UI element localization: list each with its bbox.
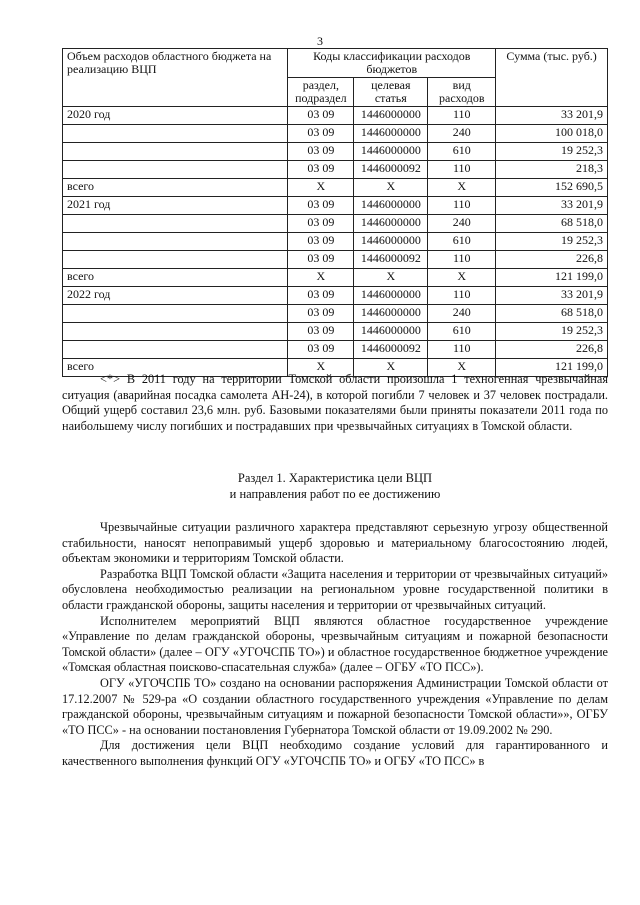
cell-statya: 1446000000 xyxy=(354,305,428,323)
row-label xyxy=(63,215,288,233)
cell-razdel: 03 09 xyxy=(288,251,354,269)
table-row xyxy=(63,125,608,143)
cell-razdel: 03 09 xyxy=(288,125,354,143)
cell-vid: X xyxy=(428,269,496,287)
cell-sum: 19 252,3 xyxy=(496,233,608,251)
cell-razdel: 03 09 xyxy=(288,161,354,179)
cell-razdel: 03 09 xyxy=(288,341,354,359)
cell-statya: 1446000000 xyxy=(354,215,428,233)
header-volume: Объем расходов областного бюджета на реализацию ВЦП xyxy=(63,49,288,107)
header-codes: Коды классификации расходов бюджетов xyxy=(288,49,496,78)
table-row xyxy=(63,215,608,233)
cell-vid: 110 xyxy=(428,107,496,125)
table-row xyxy=(63,197,608,215)
cell-statya: 1446000000 xyxy=(354,125,428,143)
cell-vid: 110 xyxy=(428,197,496,215)
row-label: 2022 год xyxy=(63,287,288,305)
header-vid: вид расходов xyxy=(428,78,496,107)
header-statya: целевая статья xyxy=(354,78,428,107)
paragraph: Разработка ВЦП Томской области «Защита населения и территории от чрезвычайных ситуаций» обусловлена необходимостью реализации на региональном уровне государственной политики в области гражданской обороны, защиты населения и территории от чрезвычайных ситуаций. xyxy=(62,566,608,612)
cell-vid: 610 xyxy=(428,143,496,161)
cell-vid: 110 xyxy=(428,341,496,359)
cell-sum: 121 199,0 xyxy=(496,269,608,287)
table-row xyxy=(63,179,608,197)
cell-statya: 1446000000 xyxy=(354,323,428,341)
cell-vid: 110 xyxy=(428,287,496,305)
cell-vid: 610 xyxy=(428,233,496,251)
paragraph: ОГУ «УГОЧСПБ ТО» создано на основании распоряжения Администрации Томской области от 17.12.2007 № 529-ра «О создании областного государственного учреждения «Управление по делам гражданской обороны, чрезвычайным ситуациям и пожарной безопасности Томской области»», ОГБУ «ТО ПСС» - на основании постановления Губернатора Томской области от 19.09.2002 № 290. xyxy=(62,675,608,737)
cell-vid: 110 xyxy=(428,161,496,179)
cell-sum: 100 018,0 xyxy=(496,125,608,143)
cell-statya: 1446000092 xyxy=(354,161,428,179)
row-label xyxy=(63,323,288,341)
cell-sum: 226,8 xyxy=(496,251,608,269)
cell-statya: 1446000000 xyxy=(354,107,428,125)
section-title-line2: и направления работ по ее достижению xyxy=(229,487,441,501)
table-row xyxy=(63,107,608,125)
table-row xyxy=(63,269,608,287)
cell-razdel: 03 09 xyxy=(288,197,354,215)
cell-razdel: 03 09 xyxy=(288,233,354,251)
cell-razdel: 03 09 xyxy=(288,215,354,233)
table-row xyxy=(63,143,608,161)
row-label: всего xyxy=(63,359,288,377)
cell-statya: 1446000000 xyxy=(354,233,428,251)
cell-razdel: X xyxy=(288,179,354,197)
row-label xyxy=(63,161,288,179)
cell-vid: 240 xyxy=(428,305,496,323)
row-label: 2021 год xyxy=(63,197,288,215)
row-label xyxy=(63,233,288,251)
cell-statya: X xyxy=(354,179,428,197)
cell-sum: 218,3 xyxy=(496,161,608,179)
row-label: всего xyxy=(63,269,288,287)
table-header-row xyxy=(63,49,608,78)
paragraph: Для достижения цели ВЦП необходимо создание условий для гарантированного и качественного выполнения функций ОГУ «УГОЧСПБ ТО» и ОГБУ «ТО ПСС» в xyxy=(62,738,608,768)
cell-sum: 68 518,0 xyxy=(496,215,608,233)
row-label xyxy=(63,341,288,359)
table-body xyxy=(63,107,608,377)
cell-statya: 1446000092 xyxy=(354,341,428,359)
cell-statya: 1446000000 xyxy=(354,143,428,161)
footnote xyxy=(62,372,608,434)
cell-vid: 240 xyxy=(428,215,496,233)
cell-razdel: 03 09 xyxy=(288,143,354,161)
cell-sum: 68 518,0 xyxy=(496,305,608,323)
body-text xyxy=(62,520,608,770)
budget-table xyxy=(62,48,608,377)
cell-vid: 610 xyxy=(428,323,496,341)
row-label: 2020 год xyxy=(63,107,288,125)
cell-sum: 226,8 xyxy=(496,341,608,359)
row-label xyxy=(63,251,288,269)
cell-statya: X xyxy=(354,269,428,287)
cell-razdel: X xyxy=(288,269,354,287)
cell-sum: 19 252,3 xyxy=(496,323,608,341)
cell-razdel: 03 09 xyxy=(288,305,354,323)
row-label: всего xyxy=(63,179,288,197)
section-title-line1: Раздел 1. Характеристика цели ВЦП xyxy=(237,471,433,485)
paragraph: Чрезвычайные ситуации различного характера представляют серьезную угрозу общественной стабильности, наносят непоправимый ущерб здоровью и материальному благосостоянию людей, объектам экономики и территориям Томской области. xyxy=(62,520,608,566)
table-row xyxy=(63,341,608,359)
table-row xyxy=(63,161,608,179)
cell-sum: 33 201,9 xyxy=(496,107,608,125)
cell-razdel: 03 09 xyxy=(288,287,354,305)
row-label xyxy=(63,143,288,161)
cell-vid: 240 xyxy=(428,125,496,143)
row-label xyxy=(63,125,288,143)
cell-vid: 110 xyxy=(428,251,496,269)
section-title xyxy=(62,470,608,502)
cell-razdel: X xyxy=(288,359,354,377)
table-row xyxy=(63,323,608,341)
footnote-text: <*> В 2011 году на территории Томской области произошла 1 техногенная чрезвычайная ситуация (аварийная посадка самолета АН-24), в которой погибли 7 человек и 37 человек пострадали. Общий ущерб составил 23,6 млн. руб. Базовыми показателями были приняты показатели 2011 года по наибольшему числу погибших и пострадавших при чрезвычайных ситуациях в Томской области. xyxy=(62,372,608,433)
cell-vid: X xyxy=(428,179,496,197)
cell-statya: 1446000000 xyxy=(354,197,428,215)
cell-razdel: 03 09 xyxy=(288,107,354,125)
cell-statya: X xyxy=(354,359,428,377)
table-row xyxy=(63,305,608,323)
paragraph: Исполнителем мероприятий ВЦП являются областное государственное учреждение «Управление по делам гражданской обороны, чрезвычайным ситуациям и пожарной безопасности Томской области» (далее – ОГУ «УГОЧСПБ ТО») и областное государственное бюджетное учреждение «Томская областная поисково-спасательная служба» (далее – ОГБУ «ТО ПСС»). xyxy=(62,613,608,675)
table-row xyxy=(63,233,608,251)
row-label xyxy=(63,305,288,323)
cell-sum: 152 690,5 xyxy=(496,179,608,197)
page-number: 3 xyxy=(317,34,323,48)
table-row xyxy=(63,251,608,269)
cell-statya: 1446000000 xyxy=(354,287,428,305)
cell-sum: 33 201,9 xyxy=(496,197,608,215)
cell-razdel: 03 09 xyxy=(288,323,354,341)
cell-sum: 121 199,0 xyxy=(496,359,608,377)
header-sum: Сумма (тыс. руб.) xyxy=(496,49,608,107)
cell-sum: 33 201,9 xyxy=(496,287,608,305)
cell-vid: X xyxy=(428,359,496,377)
cell-sum: 19 252,3 xyxy=(496,143,608,161)
table-row xyxy=(63,287,608,305)
header-razdel: раздел, подраздел xyxy=(288,78,354,107)
cell-statya: 1446000092 xyxy=(354,251,428,269)
